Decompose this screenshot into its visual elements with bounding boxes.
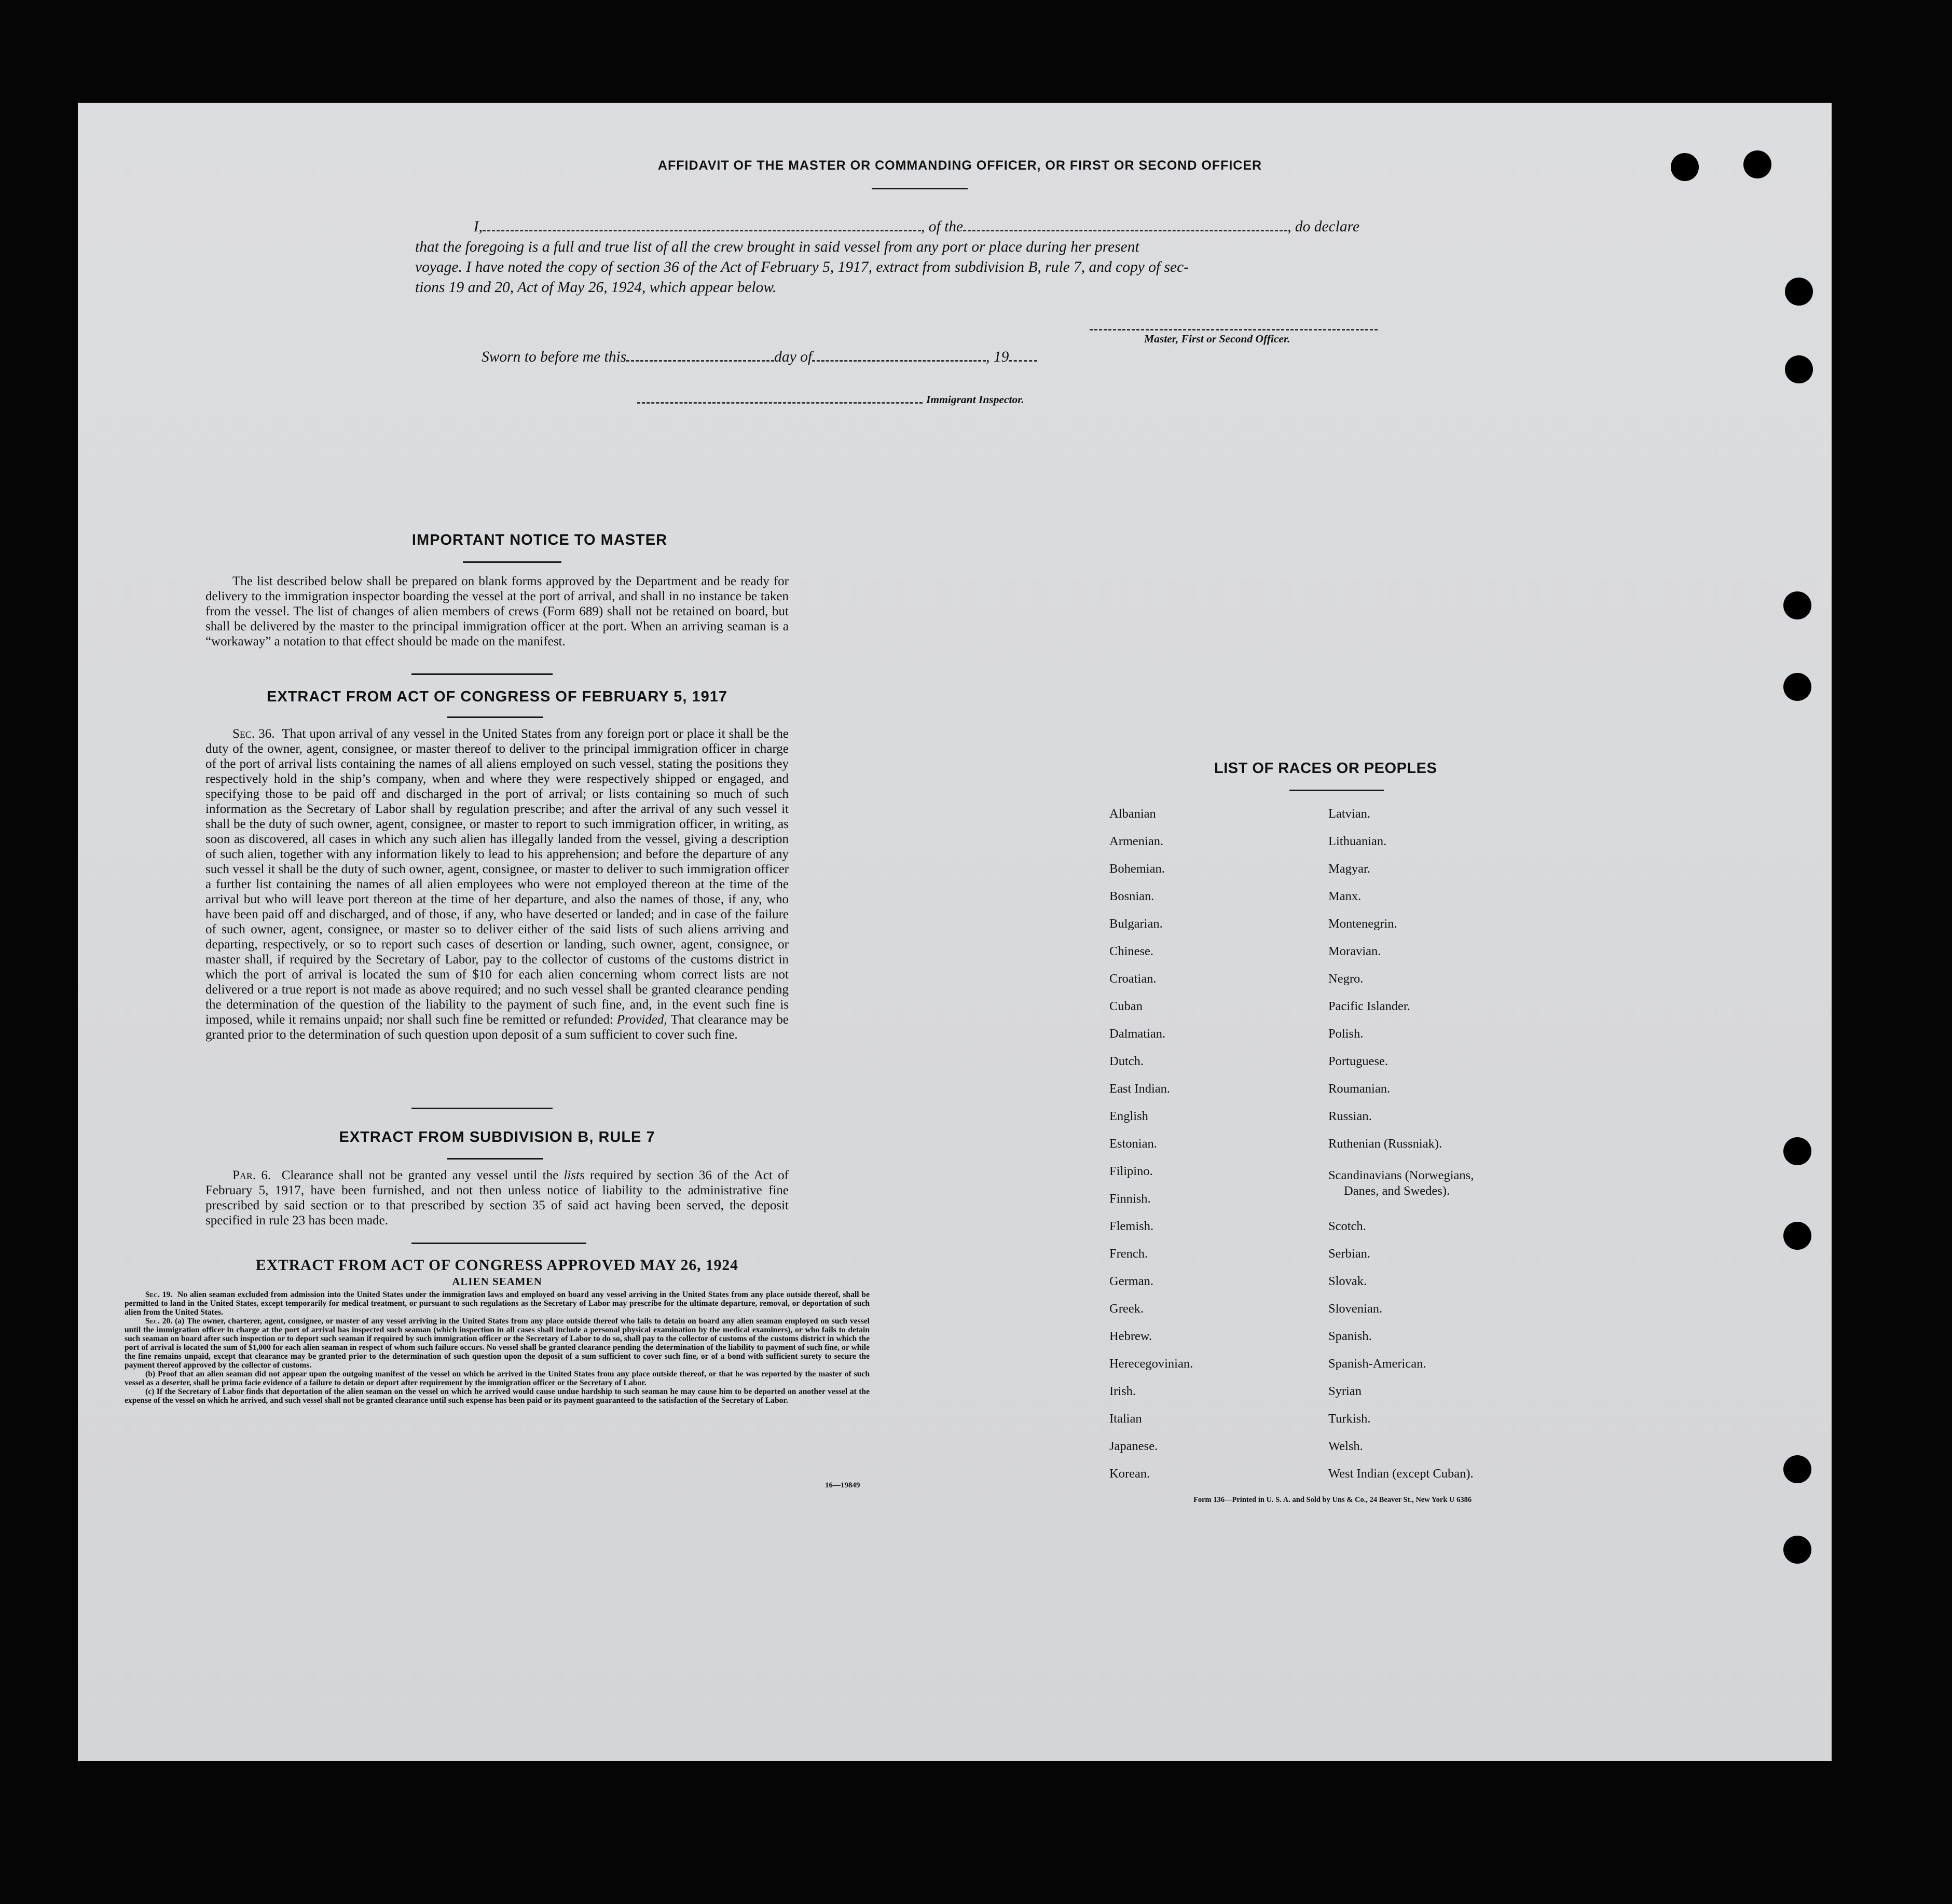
race-right: Russian. xyxy=(1328,1109,1372,1123)
race-right: Spanish. xyxy=(1328,1329,1372,1343)
rule7-text-b: required by section 36 of the Act of February 5, 1917, have been furnished, and not then unless notice of liability to the administrative fine prescribed by said section or to that prescribed by section 35 of said act having been served, the deposit specified in rule 23 has been made. xyxy=(205,1168,789,1227)
notice-text: The list described below shall be prepared on blank forms approved by the Department and be ready for delivery to the immigration inspector boarding the vessel at the port of arrival, and shall in no instance be taken from the vessel. The list of changes of alien members of crews (Form 689) shall not be retained on board, but shall be delivered by the master to the principal immigration officer at the port. When an arriving seaman is a “workaway” a notation to that effect should be made on the manifest. xyxy=(205,574,789,649)
affidavit-line2: that the foregoing is a full and true list of all the crew brought in said vessel from any port or place during her present xyxy=(415,239,1139,255)
extract-1924-title: EXTRACT FROM ACT OF CONGRESS APPROVED MAY 26, 1924 xyxy=(256,1257,738,1274)
punch-hole xyxy=(1783,1137,1811,1165)
affidavit-i: I, xyxy=(473,218,483,235)
race-left: Dutch. xyxy=(1109,1054,1144,1068)
race-left: English xyxy=(1109,1109,1148,1123)
race-left: French. xyxy=(1109,1247,1148,1261)
race-right: Serbian. xyxy=(1328,1247,1370,1261)
sworn-prefix: Sworn to before me this xyxy=(482,349,627,365)
race-left: Flemish. xyxy=(1109,1219,1154,1233)
race-right: Moravian. xyxy=(1328,944,1381,958)
affidavit-declaration xyxy=(415,217,1406,298)
sec20-label: Sec. 20. xyxy=(145,1317,173,1326)
divider xyxy=(447,716,543,718)
provided-body: That clearance may be granted prior to the determination of such question upon deposit of a sum sufficient to cover such fine. xyxy=(205,1013,789,1042)
par6-label: Par. 6. xyxy=(232,1168,271,1182)
punch-hole xyxy=(1783,1222,1811,1250)
sec36-label: Sec. 36. xyxy=(232,727,275,741)
inspector-signature-line[interactable] xyxy=(637,402,923,404)
punch-hole xyxy=(1743,150,1771,178)
punch-hole xyxy=(1783,673,1811,701)
sworn-line xyxy=(482,349,1037,366)
form-code: 16—19849 xyxy=(825,1481,860,1489)
signature-caption: Master, First or Second Officer. xyxy=(1144,333,1290,345)
race-left: Bosnian. xyxy=(1109,889,1154,903)
race-left: Finnish. xyxy=(1109,1192,1151,1206)
races-title: LIST OF RACES OR PEOPLES xyxy=(1214,760,1437,777)
race-left: Chinese. xyxy=(1109,944,1154,958)
race-left: Greek. xyxy=(1109,1302,1144,1316)
race-right: Manx. xyxy=(1328,889,1362,903)
race-right: Scotch. xyxy=(1328,1219,1366,1233)
race-right: West Indian (except Cuban). xyxy=(1328,1467,1474,1481)
punch-hole xyxy=(1783,1455,1811,1483)
sec20b-body: (b) Proof that an alien seaman did not appear upon the outgoing manifest of the vessel on which he arrived in the United States from any place outside thereof, or that he was reported by the master of such vessel as a deserter, shall be prima facie evidence of a failure to detain or deport after requirement by the immigration officer or the Secretary of Labor. xyxy=(125,1370,870,1387)
divider xyxy=(872,188,968,189)
affidavit-line3: voyage. I have noted the copy of section 36 of the Act of February 5, 1917, extract from subdivision B, rule 7, and copy of sec- xyxy=(415,259,1189,275)
race-right: Lithuanian. xyxy=(1328,834,1387,848)
inspector-caption: Immigrant Inspector. xyxy=(926,393,1024,406)
extract-1924-subtitle: ALIEN SEAMEN xyxy=(452,1275,542,1288)
race-right: Negro. xyxy=(1328,972,1364,986)
race-left: Japanese. xyxy=(1109,1439,1158,1453)
sec20a-body: (a) The owner, charterer, agent, consignee, or master of any vessel arriving in the United States from any place outside thereof who fails to detain on board any alien seaman employed on such vessel until the immigration officer in charge at the port of arrival has inspected such seaman (which inspection in all cases shall include a personal physical examination by the medical examiners), or who fails to detain such seaman on board after such inspection or to deport such seaman if required by such immigration officer or the Secretary of Labor to do so, shall pay to the collector of customs of the customs district in which the port of arrival is located the sum of $1,000 for each alien seaman in respect of whom such failure occurs. No vessel shall be granted clearance pending the determination of the liability to payment of such fine, or while the fine remains unpaid, except that clearance may be granted prior to the determination of such question upon the deposit of a sum sufficient to cover such fine, or of a bond with sufficient surety to secure the payment thereof approved by the collector of customs. xyxy=(125,1317,870,1370)
race-right: Spanish-American. xyxy=(1328,1357,1426,1371)
extract-1917-title: EXTRACT FROM ACT OF CONGRESS OF FEBRUARY 5, 1917 xyxy=(266,688,728,705)
race-right: Pacific Islander. xyxy=(1328,999,1410,1013)
race-left: German. xyxy=(1109,1274,1154,1288)
name-field[interactable] xyxy=(483,229,921,231)
race-left: Bulgarian. xyxy=(1109,917,1163,931)
affidavit-declare: , do declare xyxy=(1287,218,1360,235)
lists-word: lists xyxy=(563,1168,585,1182)
extract-1924-text xyxy=(125,1290,870,1405)
vessel-field[interactable] xyxy=(963,229,1287,231)
race-right: Slovenian. xyxy=(1328,1302,1383,1316)
race-left: Filipino. xyxy=(1109,1164,1153,1178)
race-right: Latvian. xyxy=(1328,807,1370,821)
race-right: Ruthenian (Russniak). xyxy=(1328,1137,1442,1151)
extract-rule7-title: EXTRACT FROM SUBDIVISION B, RULE 7 xyxy=(339,1129,655,1146)
year-field[interactable] xyxy=(1009,360,1037,362)
race-right: Syrian xyxy=(1328,1384,1362,1398)
divider xyxy=(411,1243,586,1244)
race-right: Scandinavians (Norwegians, xyxy=(1328,1168,1474,1182)
affidavit-of-the: , of the xyxy=(921,218,964,235)
race-left: Estonian. xyxy=(1109,1137,1157,1151)
race-left: Armenian. xyxy=(1109,834,1164,848)
divider xyxy=(411,673,553,675)
race-right: Slovak. xyxy=(1328,1274,1367,1288)
race-left: East Indian. xyxy=(1109,1082,1171,1096)
sec36-body: That upon arrival of any vessel in the United States from any foreign port or place it shall be the duty of the owner, agent, consignee, or master thereof to deliver to the principal immigration officer in charge of the port of arrival lists containing the names of all aliens employed on such vessel, stating the positions they respectively hold in the ship’s company, when and where they were respectively shipped or engaged, and specifying those to be paid off and discharged in the port of arrival; or lists containing so much of such information as the Secretary of Labor shall by regulation prescribe; and after the arrival of any such vessel it shall be the duty of such owner, agent, consignee, or master to report to such immigration officer, in writing, as soon as discovered, all cases in which any such alien has illegally landed from the vessel, giving a description of such alien, together with any information likely to lead to his apprehension; and before the departure of any such vessel it shall be the duty of such owner, agent, consignee, or master to deliver to such immigration officer a further list containing the names of all alien employees who were not employed thereon at the time of the arrival but who will leave port thereon at the time of her departure, and also the names of those, if any, who have been paid off and discharged, and of those, if any, who have deserted or landed; and in case of the failure of such owner, agent, consignee, or master so to deliver either of the said lists of such aliens arriving and departing, respectively, or so to report such cases of desertion or landing, such owner, agent, consignee, or master shall, if required by the Secretary of Labor, pay to the collector of customs of the customs district in which the port of arrival is located the sum of $10 for each alien concerning whom correct lists are not delivered or a true report is not made as above required; and no such vessel shall be granted clearance pending the determination of the question of the liability to the payment of such fine, and, in the event such fine is imposed, while it remains unpaid; nor shall such fine be remitted or refunded: xyxy=(205,727,789,1027)
race-right: Turkish. xyxy=(1328,1412,1371,1426)
race-left: Bohemian. xyxy=(1109,862,1165,876)
punch-hole xyxy=(1671,153,1699,181)
race-left: Irish. xyxy=(1109,1384,1136,1398)
divider xyxy=(447,1158,543,1160)
notice-title: IMPORTANT NOTICE TO MASTER xyxy=(411,532,668,548)
sec19-body: No alien seaman excluded from admission into the United States under the immigration laws and employed on board any vessel arriving in the United States from any place outside thereof, shall be permitted to land in the United States, except temporarily for medical treatment, or pursuant to such regulations as the Secretary of Labor may prescribe for the ultimate departure, removal, or deportation of such alien from the United States. xyxy=(125,1290,870,1317)
race-right: Danes, and Swedes). xyxy=(1344,1184,1450,1198)
race-left: Cuban xyxy=(1109,999,1143,1013)
race-left: Italian xyxy=(1109,1412,1142,1426)
divider xyxy=(463,561,561,563)
punch-hole xyxy=(1785,355,1813,383)
affidavit-line4: tions 19 and 20, Act of May 26, 1924, which appear below. xyxy=(415,279,777,296)
punch-hole xyxy=(1785,278,1813,306)
race-left: Albanian xyxy=(1109,807,1156,821)
day-field[interactable] xyxy=(626,360,774,362)
race-left: Herecegovinian. xyxy=(1109,1357,1193,1371)
month-field[interactable] xyxy=(812,360,986,362)
provided-label: Provided, xyxy=(616,1013,667,1027)
race-right: Roumanian. xyxy=(1328,1082,1391,1096)
sworn-day-of: day of xyxy=(774,349,813,365)
punch-hole xyxy=(1783,1536,1811,1564)
sec20c-body: (c) If the Secretary of Labor finds that deportation of the alien seaman on the vessel on which he arrived would cause undue hardship to such seaman he may cause him to be deported on another vessel at the expense of the vessel on which he arrived, and such vessel shall not be granted clearance until such expense has been paid or its payment guaranteed to the satisfaction of the Secretary of Labor. xyxy=(125,1387,870,1405)
race-right: Welsh. xyxy=(1328,1439,1363,1453)
race-right: Montenegrin. xyxy=(1328,917,1397,931)
sec19-label: Sec. 19. xyxy=(145,1290,173,1299)
affidavit-title: AFFIDAVIT OF THE MASTER OR COMMANDING OFFICER, OR FIRST OR SECOND OFFICER xyxy=(657,158,1262,173)
race-left: Croatian. xyxy=(1109,972,1157,986)
extract-1917-text xyxy=(205,726,789,1042)
race-left: Korean. xyxy=(1109,1467,1150,1481)
punch-hole xyxy=(1783,591,1811,619)
divider xyxy=(411,1108,553,1109)
master-signature-line[interactable] xyxy=(1090,329,1378,330)
rule7-text-a: Clearance shall not be granted any vessel until the xyxy=(281,1168,559,1182)
divider xyxy=(1289,790,1384,791)
race-right: Portuguese. xyxy=(1328,1054,1388,1068)
race-left: Hebrew. xyxy=(1109,1329,1152,1343)
printer-imprint: Form 136—Printed in U. S. A. and Sold by Uns & Co., 24 Beaver St., New York U 6386 xyxy=(1193,1496,1472,1504)
race-right: Polish. xyxy=(1328,1027,1364,1041)
extract-rule7-text xyxy=(205,1168,789,1228)
race-left: Dalmatian. xyxy=(1109,1027,1166,1041)
race-right: Magyar. xyxy=(1328,862,1370,876)
sworn-year: , 19 xyxy=(986,349,1009,365)
